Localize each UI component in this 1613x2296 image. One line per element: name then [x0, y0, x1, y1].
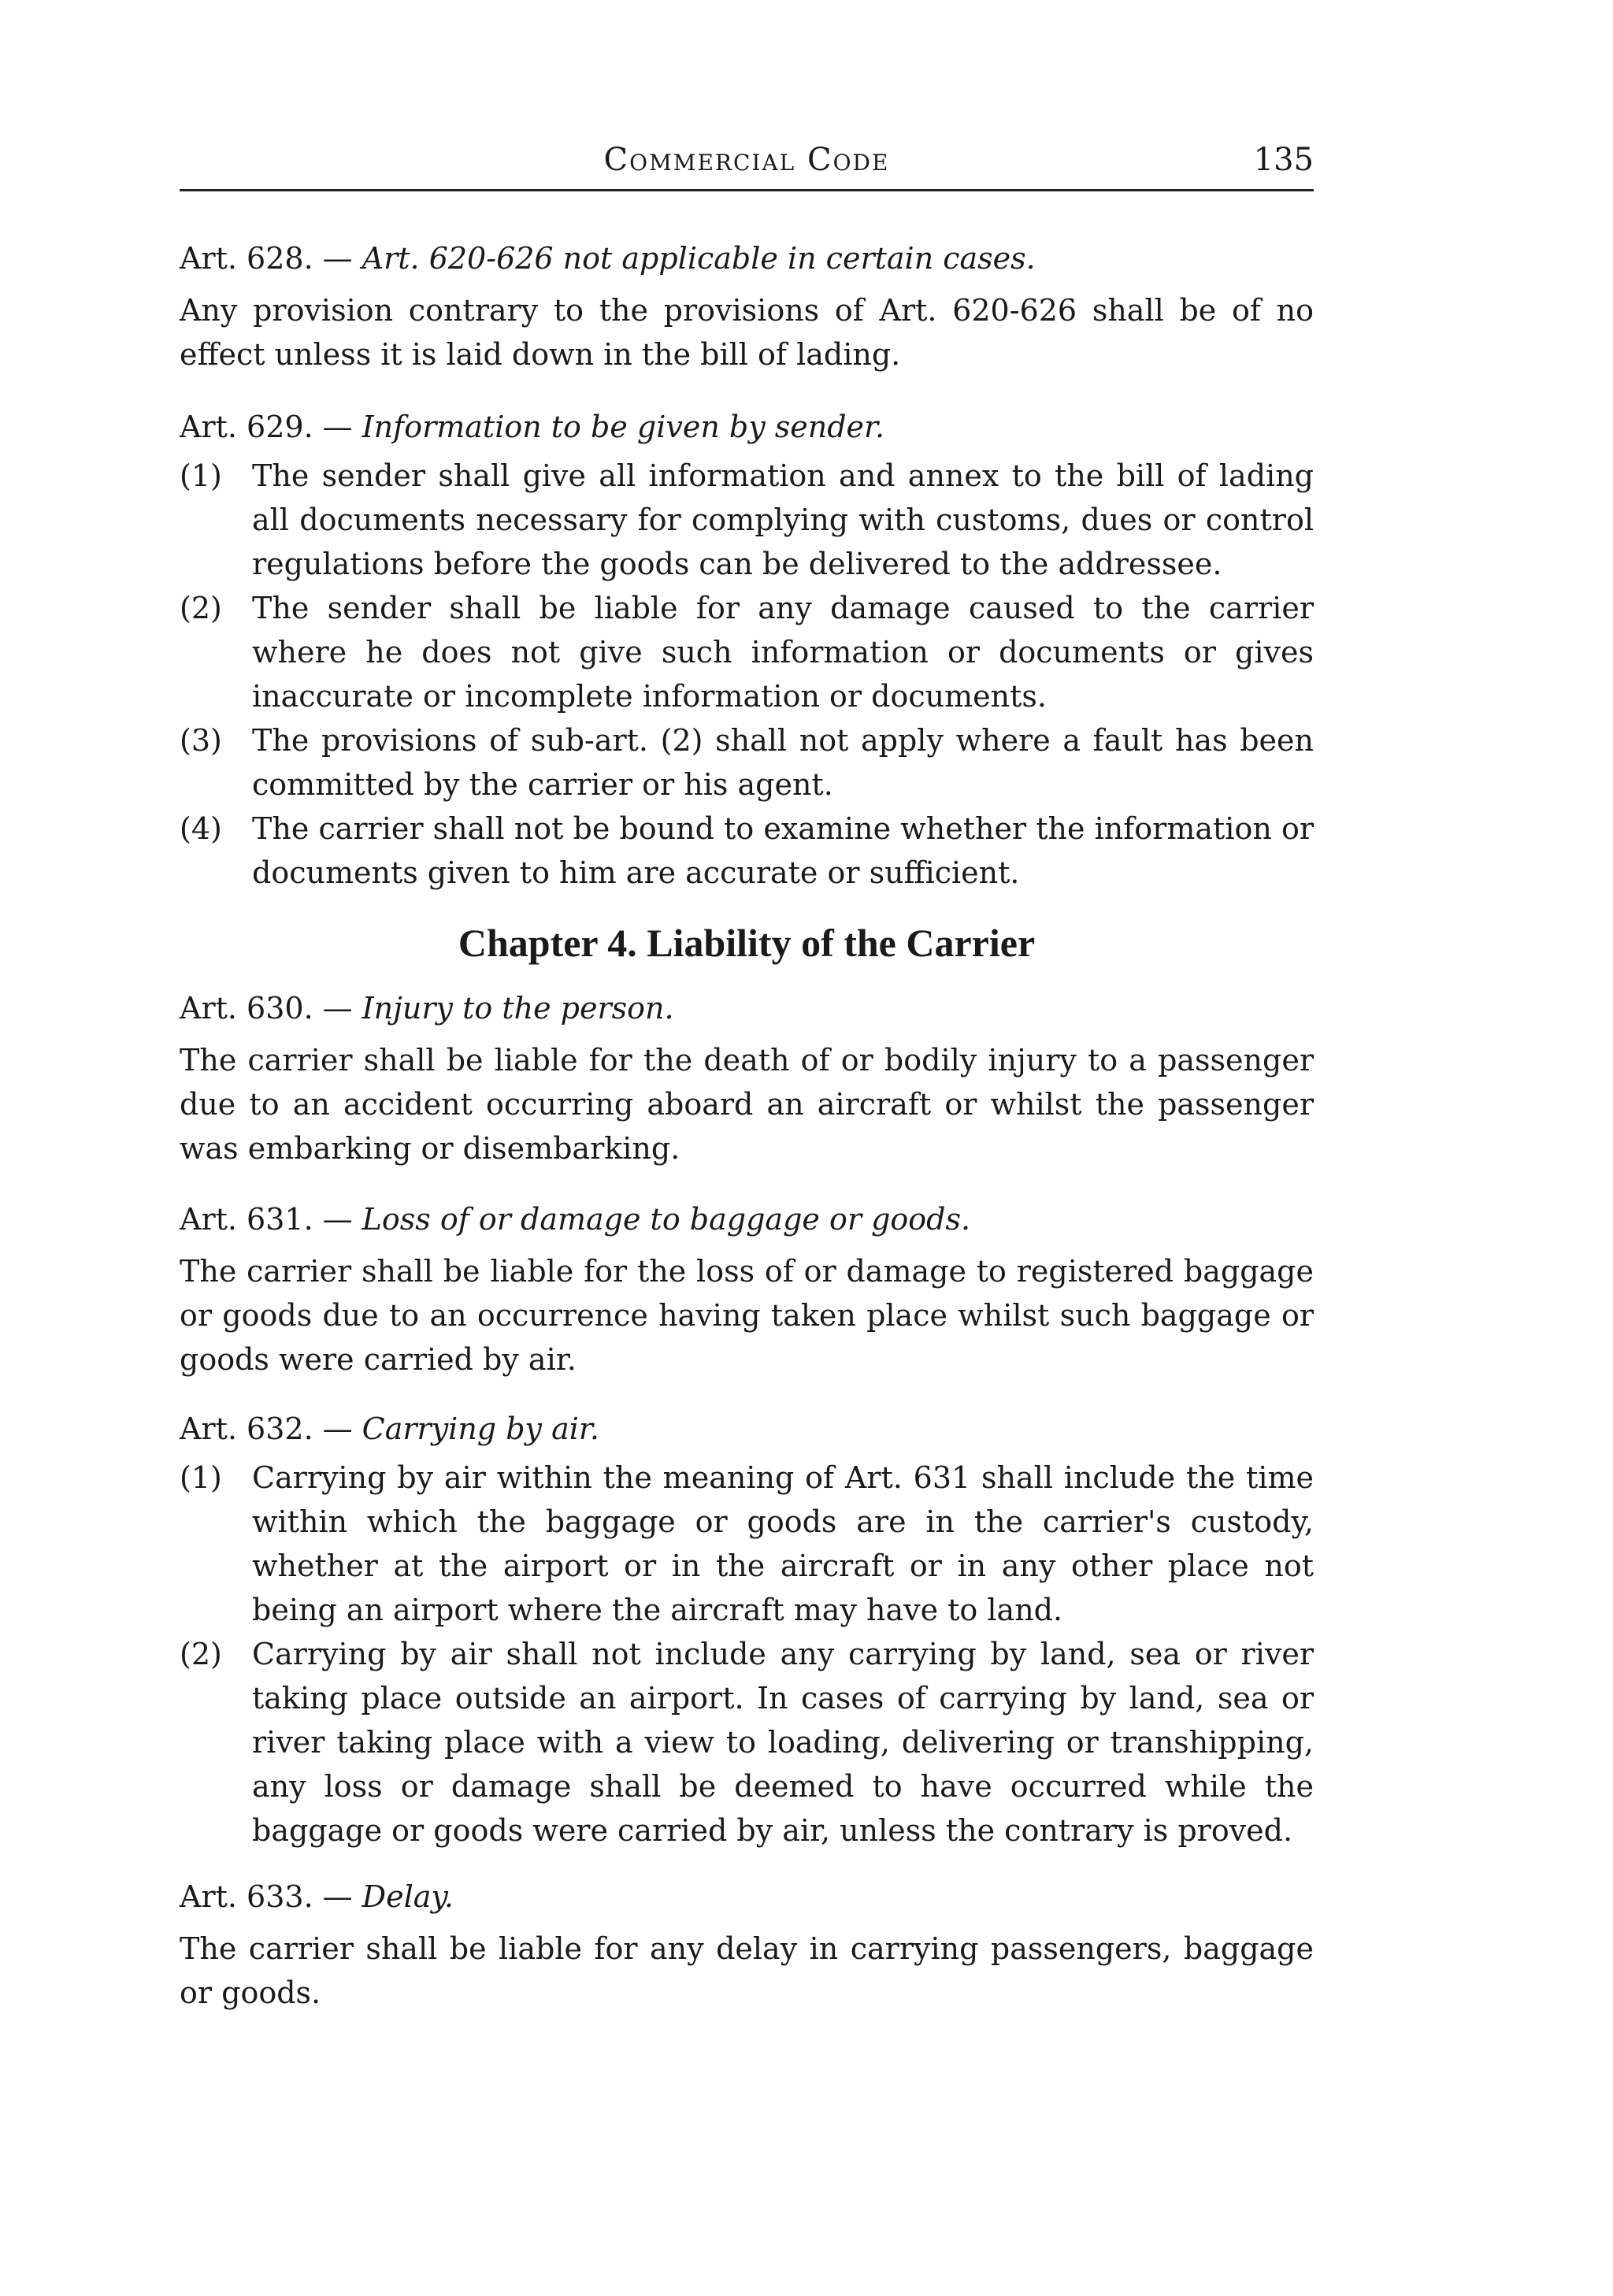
list-item: [180, 807, 1314, 895]
item-text: The provisions of sub-art. (2) shall not apply where a fault has been committed by the carrier or his agent.: [252, 723, 1314, 802]
page-number: 135: [1253, 142, 1314, 178]
article-number: Art. 633.: [180, 1879, 313, 1914]
item-number: (1): [180, 1460, 222, 1495]
article-title: Carrying by air.: [362, 1411, 599, 1446]
article-number: Art. 632.: [180, 1411, 313, 1446]
running-title: Commercial Code: [603, 142, 890, 178]
article-title: Information to be given by sender.: [362, 410, 885, 444]
item-text: The sender shall give all information and annex to the bill of lading all documents necessary for complying with customs, dues or control regulations before the goods can be delivered to the addressee.: [252, 458, 1314, 581]
article-dash: —: [322, 241, 353, 276]
item-text: Carrying by air shall not include any carrying by land, sea or river taking place outside an airport. In cases of carrying by land, sea or river taking place with a view to loading, delivering or transhipping, any loss or damage shall be deemed to have occurred while the baggage or goods were carried by air, unless the contrary is proved.: [252, 1637, 1314, 1848]
article-heading: [180, 1407, 1314, 1451]
list-item: [180, 454, 1314, 586]
item-number: (2): [180, 1637, 222, 1671]
item-number: (1): [180, 458, 222, 493]
article-title: Injury to the person.: [362, 991, 674, 1026]
item-number: (3): [180, 723, 222, 758]
list-item: [180, 1456, 1314, 1632]
article-heading: [180, 986, 1314, 1030]
article-631: [180, 1197, 1314, 1382]
item-number: (2): [180, 591, 222, 625]
article-title: Art. 620-626 not applicable in certain cases.: [362, 241, 1036, 276]
list-item: [180, 1632, 1314, 1853]
list-item: [180, 718, 1314, 807]
article-title: Delay.: [362, 1879, 454, 1914]
article-dash: —: [322, 1411, 353, 1446]
chapter-heading: Chapter 4. Liability of the Carrier: [458, 921, 1036, 965]
article-text: The carrier shall be liable for the death of or bodily injury to a passenger due to an accident occurring aboard an aircraft or whilst the passenger was embarking or disembarking.: [180, 1043, 1314, 1166]
article-number: Art. 631.: [180, 1202, 313, 1237]
article-text: Any provision contrary to the provisions of Art. 620-626 shall be of no effect unless it is laid down in the bill of lading.: [180, 293, 1314, 372]
article-number: Art. 630.: [180, 991, 313, 1026]
article-630: [180, 986, 1314, 1170]
article-629: [180, 405, 1314, 895]
article-number: Art. 629.: [180, 410, 313, 444]
article-heading: [180, 405, 1314, 449]
header-rule: [180, 189, 1314, 191]
article-dash: —: [322, 1202, 353, 1237]
article-text: The carrier shall be liable for any delay in carrying passengers, baggage or goods.: [180, 1931, 1314, 2010]
article-dash: —: [322, 410, 353, 444]
list-item: [180, 586, 1314, 718]
item-text: The carrier shall not be bound to examine whether the information or documents given to him are accurate or sufficient.: [252, 811, 1314, 890]
article-heading: [180, 1197, 1314, 1241]
article-heading: [180, 236, 1314, 280]
item-text: Carrying by air within the meaning of Art. 631 shall include the time within which the baggage or goods are in the carrier's custody, whether at the airport or in the aircraft or in any other place not being an airport where the aircraft may have to land.: [252, 1460, 1314, 1627]
article-633: [180, 1875, 1314, 2015]
article-dash: —: [322, 991, 353, 1026]
article-632: [180, 1407, 1314, 1853]
article-text: The carrier shall be liable for the loss of or damage to registered baggage or goods due to an occurrence having taken place whilst such baggage or goods were carried by air.: [180, 1254, 1314, 1377]
item-number: (4): [180, 811, 222, 846]
running-head: [180, 142, 1314, 189]
item-text: The sender shall be liable for any damage caused to the carrier where he does not give such information or documents or gives inaccurate or incomplete information or documents.: [252, 591, 1314, 714]
article-dash: —: [322, 1879, 353, 1914]
article-number: Art. 628.: [180, 241, 313, 276]
article-heading: [180, 1875, 1314, 1919]
article-title: Loss of or damage to baggage or goods.: [362, 1202, 971, 1237]
article-628: [180, 236, 1314, 376]
